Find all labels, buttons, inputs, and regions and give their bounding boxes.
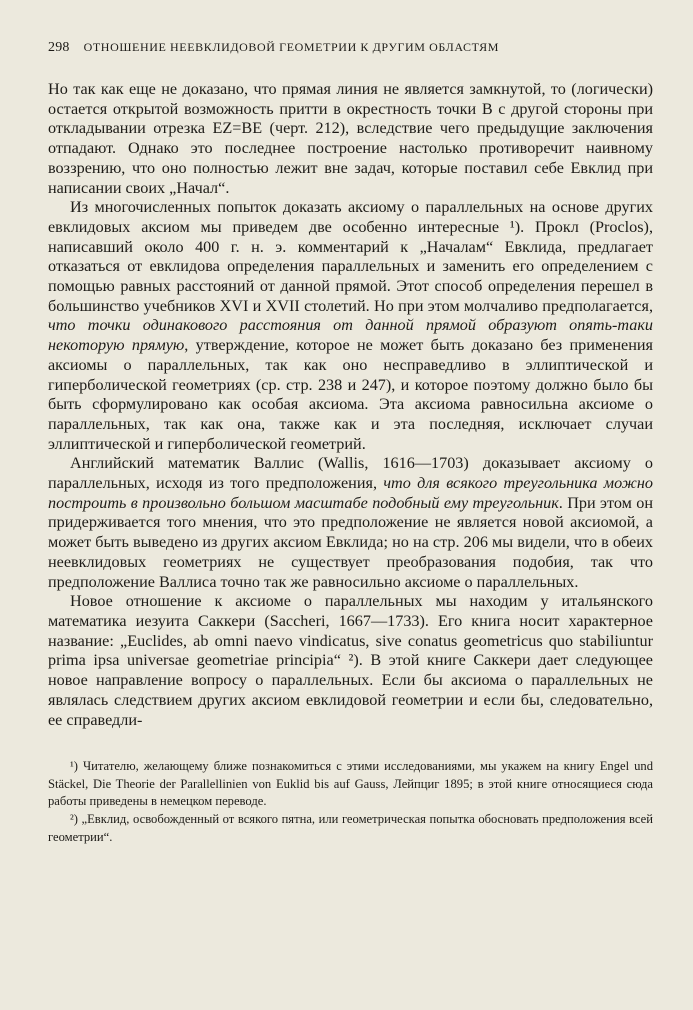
footnote-1: ¹) Читателю, желающему ближе познакомиться с этими исследованиями, мы укажем на книгу Engel und Stäckel, Die Theorie der Parallellinien von Euklid bis auf Gauss, Лейпциг 1895; в этой книге относящиеся сюда работы приведены в немецком переводе. [48, 759, 653, 809]
page-number: 298 [48, 40, 70, 55]
paragraph-3-emphasis: что для всякого треугольника можно построить в произвольно большом масштабе подобный ему треугольник [48, 474, 653, 512]
footnote-2: ²) „Евклид, освобожденный от всякого пятна, или геометрическая попытка обосновать предположения всей геометрии“. [48, 811, 653, 844]
paragraph-2-text-b: , утверждение, которое не может быть доказано без применения аксиомы о параллельных, так как оно несправедливо в эллиптической и гиперболической геометриях (ср. стр. 238 и 247), и которое поэтому должно было бы быть сформулировано как особая аксиома. Эта аксиома равносильна аксиоме о параллельных, так как она, также как и эта последняя, исключает случаи эллиптической и гиперболической геометрий. [48, 336, 653, 453]
paragraph-2-text-a: Из многочисленных попыток доказать аксиому о параллельных на основе других евклидовых аксиом мы приведем две особенно интересные ¹). Прокл (Proclos), написавший около 400 г. н. э. комментарий к „Началам“ Евклида, предлагает отказаться от евклидова определения параллельных и заменить его определением с помощью равных расстояний от данной прямой. Этот способ определения перешел в большинство учебников XVI и XVII столетий. Но при этом молчаливо предполагается, [48, 198, 653, 315]
paragraph-4: Новое отношение к аксиоме о параллельных мы находим у итальянского математика иезуита Саккери (Saccheri, 1667—1733). Его книга носит характерное название: „Euclides, ab omni naevo vindicatus, sive conatus geometricus quo stabiliuntur prima ipsa universae geometriae principia“ ²). В этой книге Саккери дает следующее новое направление вопросу о параллельных. Если бы аксиома о параллельных не являлась следствием других аксиом евклидовой геометрии и если бы, следовательно, ее справедли- [48, 592, 653, 729]
paragraph-1: Но так как еще не доказано, что прямая линия не является замкнутой, то (логически) остается открытой возможность притти в окрестность точки B с другой стороны при откладывании отрезка EZ=BE (черт. 212), вследствие чего предыдущие заключения отпадают. Однако это последнее построение настолько противоречит наивному воззрению, что оно полностью лежит вне задач, которые поставил себе Евклид при написании своих „Начал“. [48, 80, 653, 197]
paragraph-3-text-b: . При этом он придерживается того мнения, что это предположение не является новой аксиомой, а может быть выведено из других аксиом Евклида; но на стр. 206 мы видели, что в обеих неевклидовых геометриях не существует преобразования подобия, так что предположение Валлиса точно так же равносильно аксиоме о параллельных. [48, 493, 653, 591]
running-title: ОТНОШЕНИЕ НЕЕВКЛИДОВОЙ ГЕОМЕТРИИ К ДРУГИМ ОБЛАСТЯМ [83, 40, 499, 54]
running-header [48, 40, 653, 56]
paragraph-2 [48, 198, 653, 454]
paragraph-2-emphasis: что точки одинакового расстояния от данной прямой образуют опять-таки некоторую прямую [48, 316, 653, 355]
paragraph-3-text-a: Английский математик Валлис (Wallis, 1616—1703) доказывает аксиому о параллельных, исходя из того предположения, [48, 454, 653, 493]
footnotes [48, 758, 653, 846]
main-text [48, 80, 653, 730]
paragraph-3 [48, 454, 653, 592]
